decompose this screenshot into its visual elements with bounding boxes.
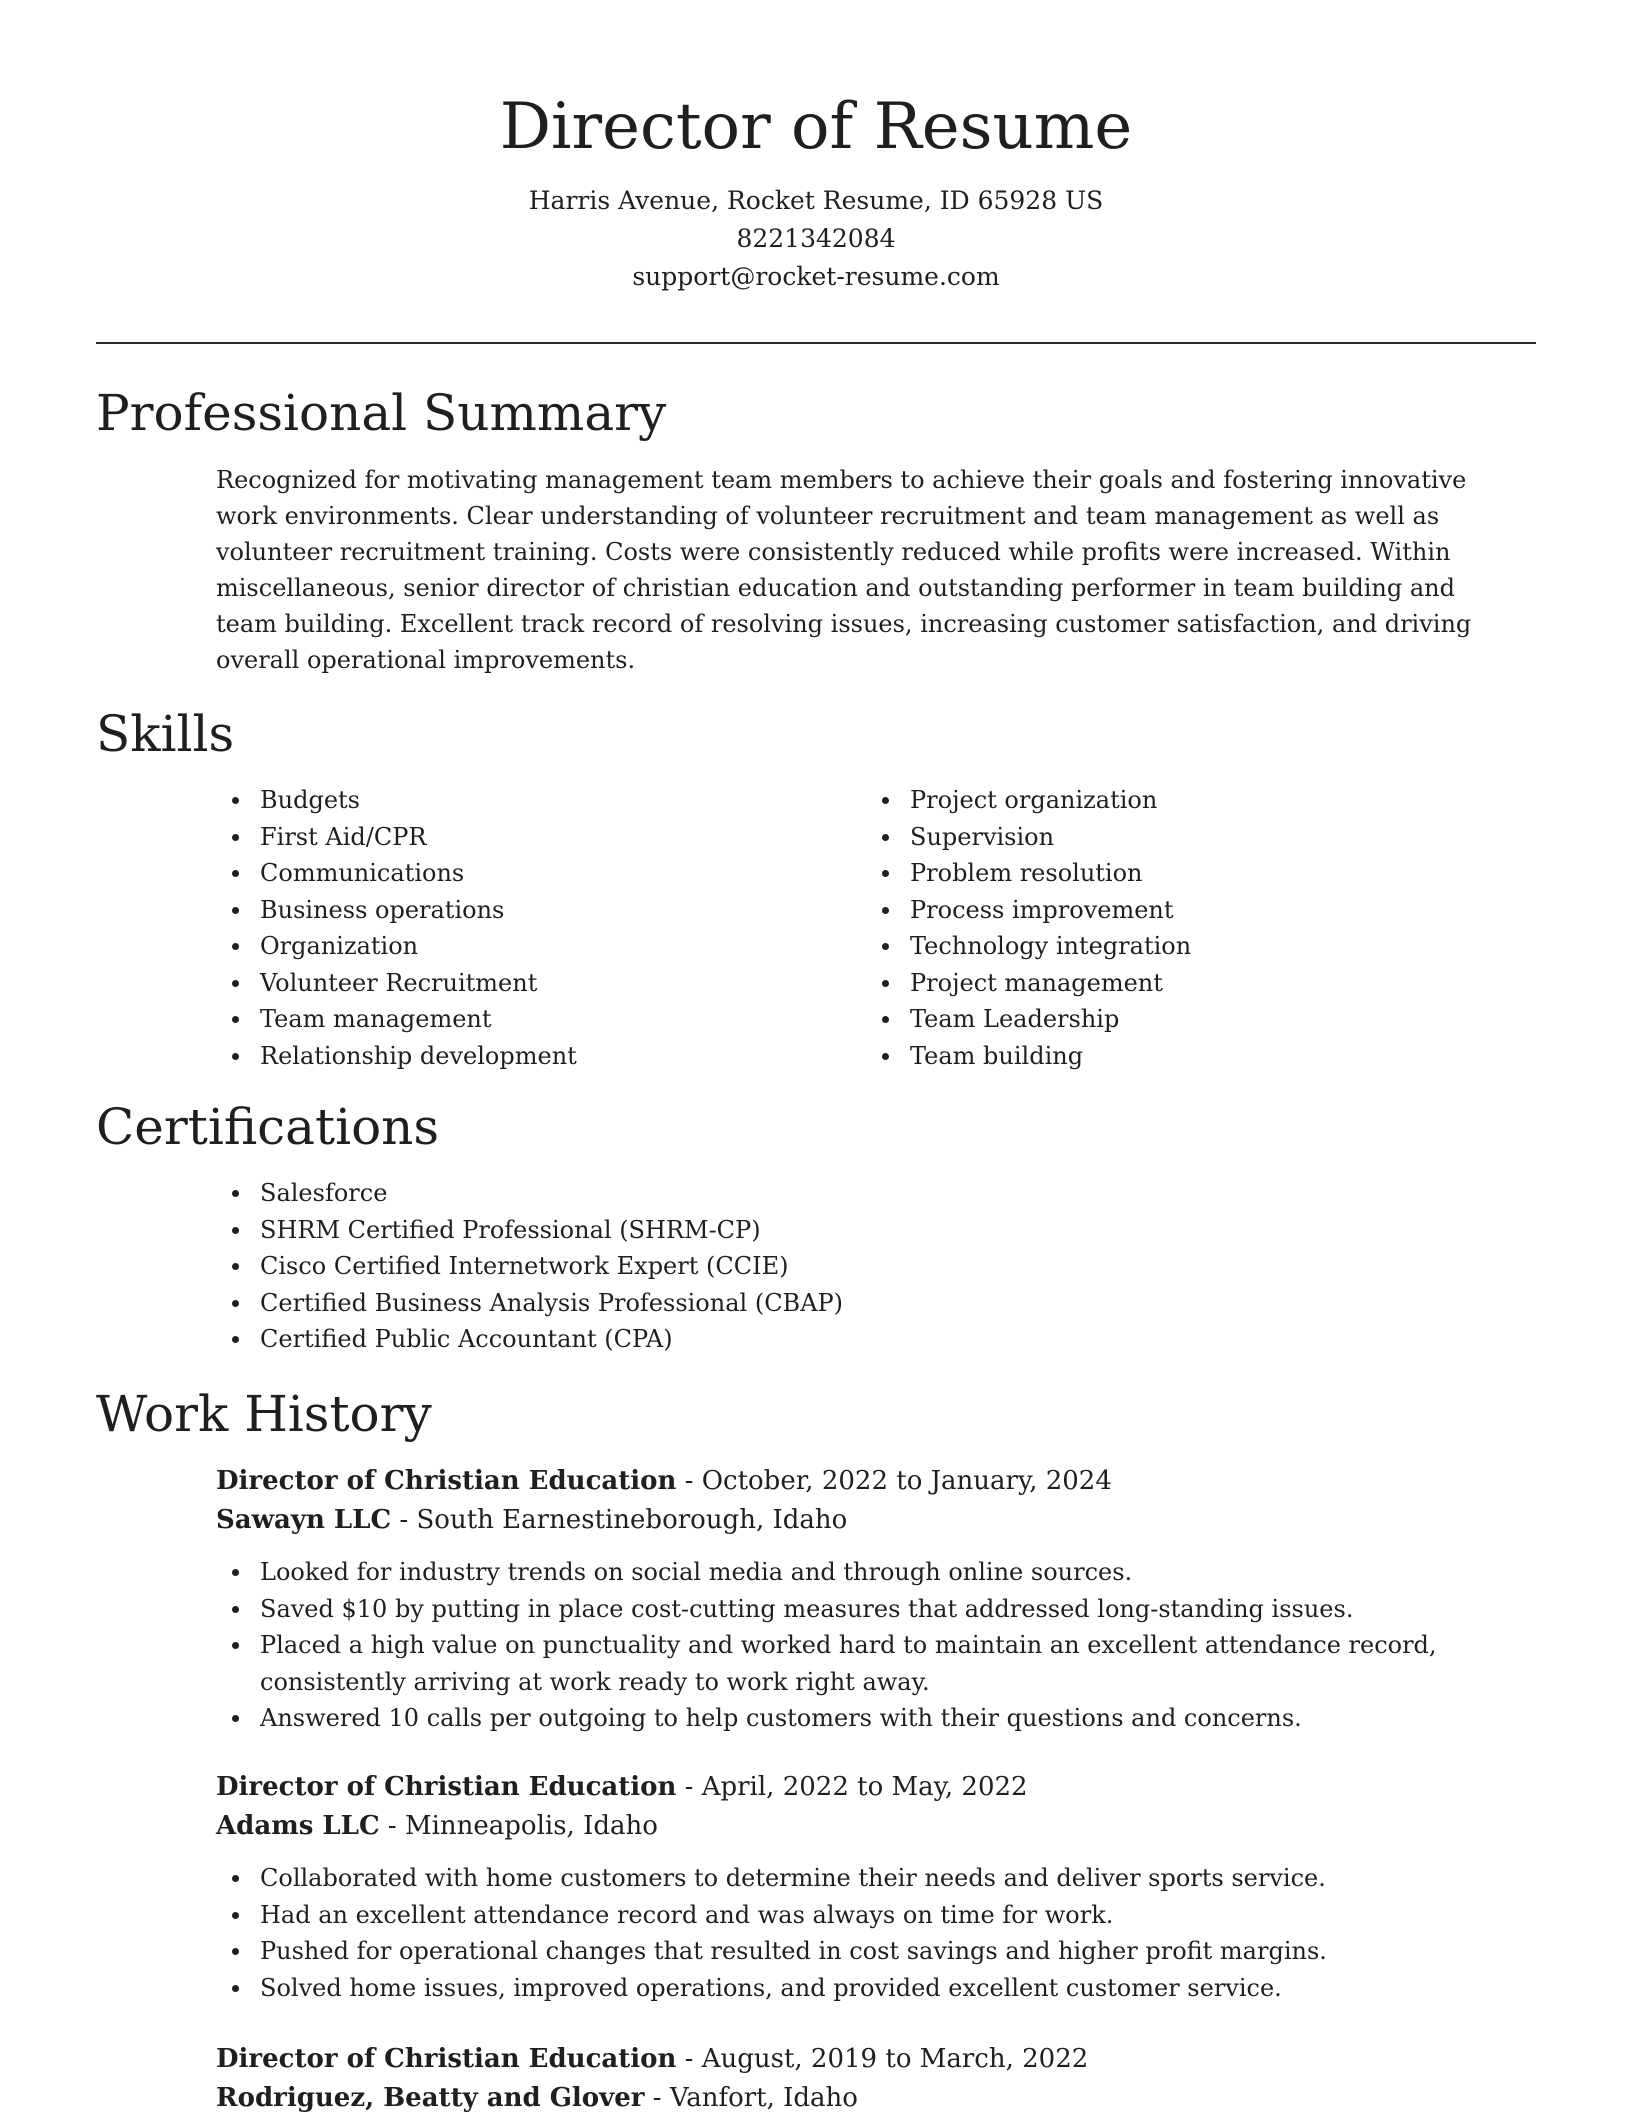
job-bullet: Solved home issues, improved operations, and provided excellent customer service.	[260, 1970, 1500, 2007]
skill-item: Team management	[260, 1001, 577, 1038]
job-location: - Vanfort, Idaho	[644, 2083, 858, 2113]
job-location: - Minneapolis, Idaho	[379, 1811, 658, 1841]
skill-item: Technology integration	[910, 928, 1191, 965]
certification-item: Certified Public Accountant (CPA)	[260, 1321, 843, 1358]
work-history-heading: Work History	[96, 1385, 432, 1443]
job-dates: - April, 2022 to May, 2022	[676, 1772, 1028, 1802]
job-title: Director of Christian Education	[216, 2044, 677, 2074]
skill-item: Problem resolution	[910, 855, 1191, 892]
certification-item: Salesforce	[260, 1175, 843, 1212]
job-company-line	[216, 1807, 1516, 1846]
summary-text: Recognized for motivating management team members to achieve their goals and fostering innovative work environments. Clear understanding of volunteer recruitment and team management as well as volunteer recruitment training. Costs were consistently reduced while profits were increased. Within miscellaneous, senior director of christian education and outstanding performer in team building and team building. Excellent track record of resolving issues, increasing customer satisfaction, and driving overall operational improvements.	[216, 466, 1472, 674]
job-entry	[216, 1462, 1516, 1737]
job-bullet: Answered 10 calls per outgoing to help customers with their questions and concerns.	[260, 1700, 1500, 1737]
skills-heading: Skills	[96, 705, 235, 763]
skill-item: Team building	[910, 1038, 1191, 1075]
job-bullet: Had an excellent attendance record and was always on time for work.	[260, 1897, 1500, 1934]
job-title-line	[216, 2040, 1516, 2079]
job-entry	[216, 1768, 1516, 2006]
job-company: Rodriguez, Beatty and Glover	[216, 2083, 645, 2113]
address-line: Harris Avenue, Rocket Resume, ID 65928 US	[528, 186, 1104, 215]
skill-item: Project organization	[910, 782, 1191, 819]
skills-column-right	[866, 782, 1191, 1074]
certification-item: Cisco Certified Internetwork Expert (CCIE)	[260, 1248, 843, 1285]
job-title-line	[216, 1462, 1516, 1501]
job-bullets	[216, 1860, 1500, 2006]
skill-item: Communications	[260, 855, 577, 892]
certifications-block	[216, 1175, 843, 1358]
job-title-line	[216, 1768, 1516, 1807]
certification-item: SHRM Certified Professional (SHRM-CP)	[260, 1212, 843, 1249]
resume-header	[0, 82, 1632, 296]
skill-item: Volunteer Recruitment	[260, 965, 577, 1002]
job-dates: - August, 2019 to March, 2022	[676, 2044, 1089, 2074]
skill-item: Process improvement	[910, 892, 1191, 929]
skills-list-right	[866, 782, 1191, 1074]
job-bullet: Pushed for operational changes that resulted in cost savings and higher profit margins.	[260, 1933, 1500, 1970]
job-bullets	[216, 1554, 1500, 1737]
skills-column-left	[216, 782, 577, 1074]
skill-item: Organization	[260, 928, 577, 965]
job-title: Director of Christian Education	[216, 1466, 677, 1496]
contact-block	[0, 182, 1632, 296]
job-bullet: Saved $10 by putting in place cost-cutting measures that addressed long-standing issues.	[260, 1591, 1500, 1628]
email-line: support@rocket-resume.com	[632, 262, 1000, 291]
header-divider	[96, 342, 1536, 344]
job-company: Adams LLC	[216, 1811, 380, 1841]
job-dates: - October, 2022 to January, 2024	[676, 1466, 1112, 1496]
job-company-line	[216, 1501, 1516, 1540]
skill-item: First Aid/CPR	[260, 819, 577, 856]
skill-item: Project management	[910, 965, 1191, 1002]
job-bullet: Collaborated with home customers to determine their needs and deliver sports service.	[260, 1860, 1500, 1897]
certification-item: Certified Business Analysis Professional (CBAP)	[260, 1285, 843, 1322]
job-bullet: Looked for industry trends on social media and through online sources.	[260, 1554, 1500, 1591]
candidate-name: Director of Resume	[499, 90, 1133, 164]
job-bullet: Placed a high value on punctuality and worked hard to maintain an excellent attendance record, consistently arriving at work ready to work right away.	[260, 1627, 1500, 1700]
phone-line: 8221342084	[736, 224, 896, 253]
job-location: - South Earnestineborough, Idaho	[391, 1505, 848, 1535]
job-title: Director of Christian Education	[216, 1772, 677, 1802]
skill-item: Relationship development	[260, 1038, 577, 1075]
job-company: Sawayn LLC	[216, 1505, 392, 1535]
certifications-list	[216, 1175, 843, 1358]
job-company-line	[216, 2079, 1516, 2118]
skills-list-left	[216, 782, 577, 1074]
skill-item: Budgets	[260, 782, 577, 819]
skill-item: Supervision	[910, 819, 1191, 856]
job-entry	[216, 2040, 1516, 2118]
skill-item: Team Leadership	[910, 1001, 1191, 1038]
summary-heading: Professional Summary	[96, 384, 667, 442]
skill-item: Business operations	[260, 892, 577, 929]
certifications-heading: Certifications	[96, 1098, 440, 1156]
